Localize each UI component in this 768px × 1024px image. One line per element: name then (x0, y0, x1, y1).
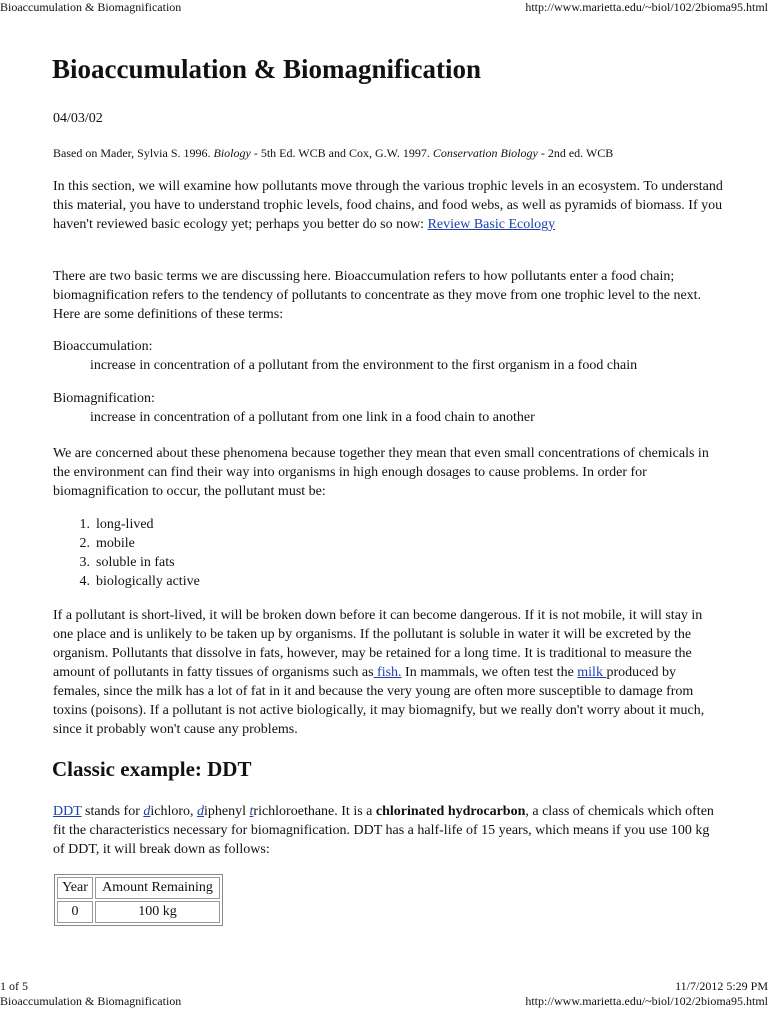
definition-term-bioaccumulation: Bioaccumulation: (53, 339, 153, 354)
fish-link[interactable]: fish. (373, 665, 402, 680)
cell-amount: 100 kg (95, 901, 220, 923)
citation-suffix: - 2nd ed. WCB (537, 146, 614, 160)
print-footer-timestamp: 11/7/2012 5:29 PM (675, 979, 768, 993)
page-date: 04/03/02 (53, 111, 103, 126)
chlorinated-hydrocarbon-term: chlorinated hydrocarbon (375, 804, 526, 819)
print-footer-page: 1 of 5 (0, 979, 28, 993)
table-row (57, 901, 220, 923)
print-footer-title: Bioaccumulation & Biomagnification (0, 994, 182, 1008)
table-header-row (57, 877, 220, 899)
citation (53, 146, 613, 161)
citation-book-conservation: Conservation Biology (432, 146, 538, 160)
print-footer-url: http://www.marietta.edu/~biol/102/2bioma95.html (525, 994, 768, 1008)
column-header-amount: Amount Remaining (95, 877, 220, 899)
diphenyl-d-link[interactable]: d (197, 804, 205, 819)
list-item: 1. long-lived (79, 517, 154, 532)
definition-desc-bioaccumulation: increase in concentration of a pollutant from the environment to the first organism in a food chain (90, 358, 638, 373)
concern-paragraph: We are concerned about these phenomena because together they mean that even small concentrations of chemicals in the environment can find their way into organisms in high enough dosages to cause problems. In order for biomagnification to occur, the pollutant must be: (53, 446, 709, 499)
citation-mid: - 5th Ed. WCB and Cox, G.W. 1997. (250, 146, 433, 160)
print-header-title: Bioaccumulation & Biomagnification (0, 0, 182, 14)
intro-paragraph (53, 177, 723, 234)
list-item: 2. mobile (79, 536, 135, 551)
print-header-url: http://www.marietta.edu/~biol/102/2bioma95.html (525, 0, 768, 14)
review-basic-ecology-link[interactable]: Review Basic Ecology (427, 217, 556, 232)
list-item: 4. biologically active (79, 574, 200, 589)
ddt-paragraph: DDT stands for dichloro, diphenyl trichloroethane. It is a chlorinated hydrocarbon, a class of chemicals which often fit the characteristics necessary for biomagnification. DDT has a half-life of 15 years, which means if you use 100 kg of DDT, it will break down as follows: (53, 804, 714, 857)
list-item: 3. soluble in fats (79, 555, 175, 570)
citation-book-biology: Biology (213, 146, 251, 160)
citation-prefix: Based on Mader, Sylvia S. 1996. (53, 146, 214, 160)
section-heading-ddt: Classic example: DDT (52, 757, 252, 781)
pollutant-paragraph: If a pollutant is short-lived, it will be broken down before it can become dangerous. If it is not mobile, it will stay in one place and is unlikely to be taken up by organisms. If the pollutant is soluble in water it will be excreted by the organism. Pollutants that dissolve in fats, however, may be retained for a long time. It is traditional to measure the amount of pollutants in fatty tissues of organisms such as fish. In mammals, we often test the milk produced by females, since the milk has a lot of fat in it and because the very young are often more susceptible to damage from toxins (poisons). If a pollutant is not active biologically, it may biomagnify, but we really don't worry about it much, since it probably won't cause any problems. (53, 608, 705, 737)
dichloro-d-link[interactable]: d (143, 804, 151, 819)
criteria-list (53, 515, 200, 591)
definition-desc-biomagnification: increase in concentration of a pollutant from one link in a food chain to another (90, 410, 535, 425)
definition-term-biomagnification: Biomagnification: (53, 391, 155, 406)
ddt-link[interactable]: DDT (53, 804, 82, 819)
trichloroethane-t-link[interactable]: t (249, 804, 254, 819)
intro-text: In this section, we will examine how pollutants move through the various trophic levels in an ecosystem. To understand this material, you have to understand trophic levels, food chains, and food webs, as well as pyramids of biomass. If you haven't reviewed basic ecology yet; perhaps you better do so now: (53, 179, 723, 232)
page-title: Bioaccumulation & Biomagnification (52, 54, 482, 84)
ddt-decay-table (54, 874, 223, 926)
terms-paragraph: There are two basic terms we are discussing here. Bioaccumulation refers to how pollutants enter a food chain; biomagnification refers to the tendency of pollutants to concentrate as they move from one trophic level to the next. Here are some definitions of these terms: (53, 269, 702, 322)
milk-link[interactable]: milk (577, 665, 607, 680)
column-header-year: Year (57, 877, 93, 899)
cell-year: 0 (57, 901, 93, 923)
